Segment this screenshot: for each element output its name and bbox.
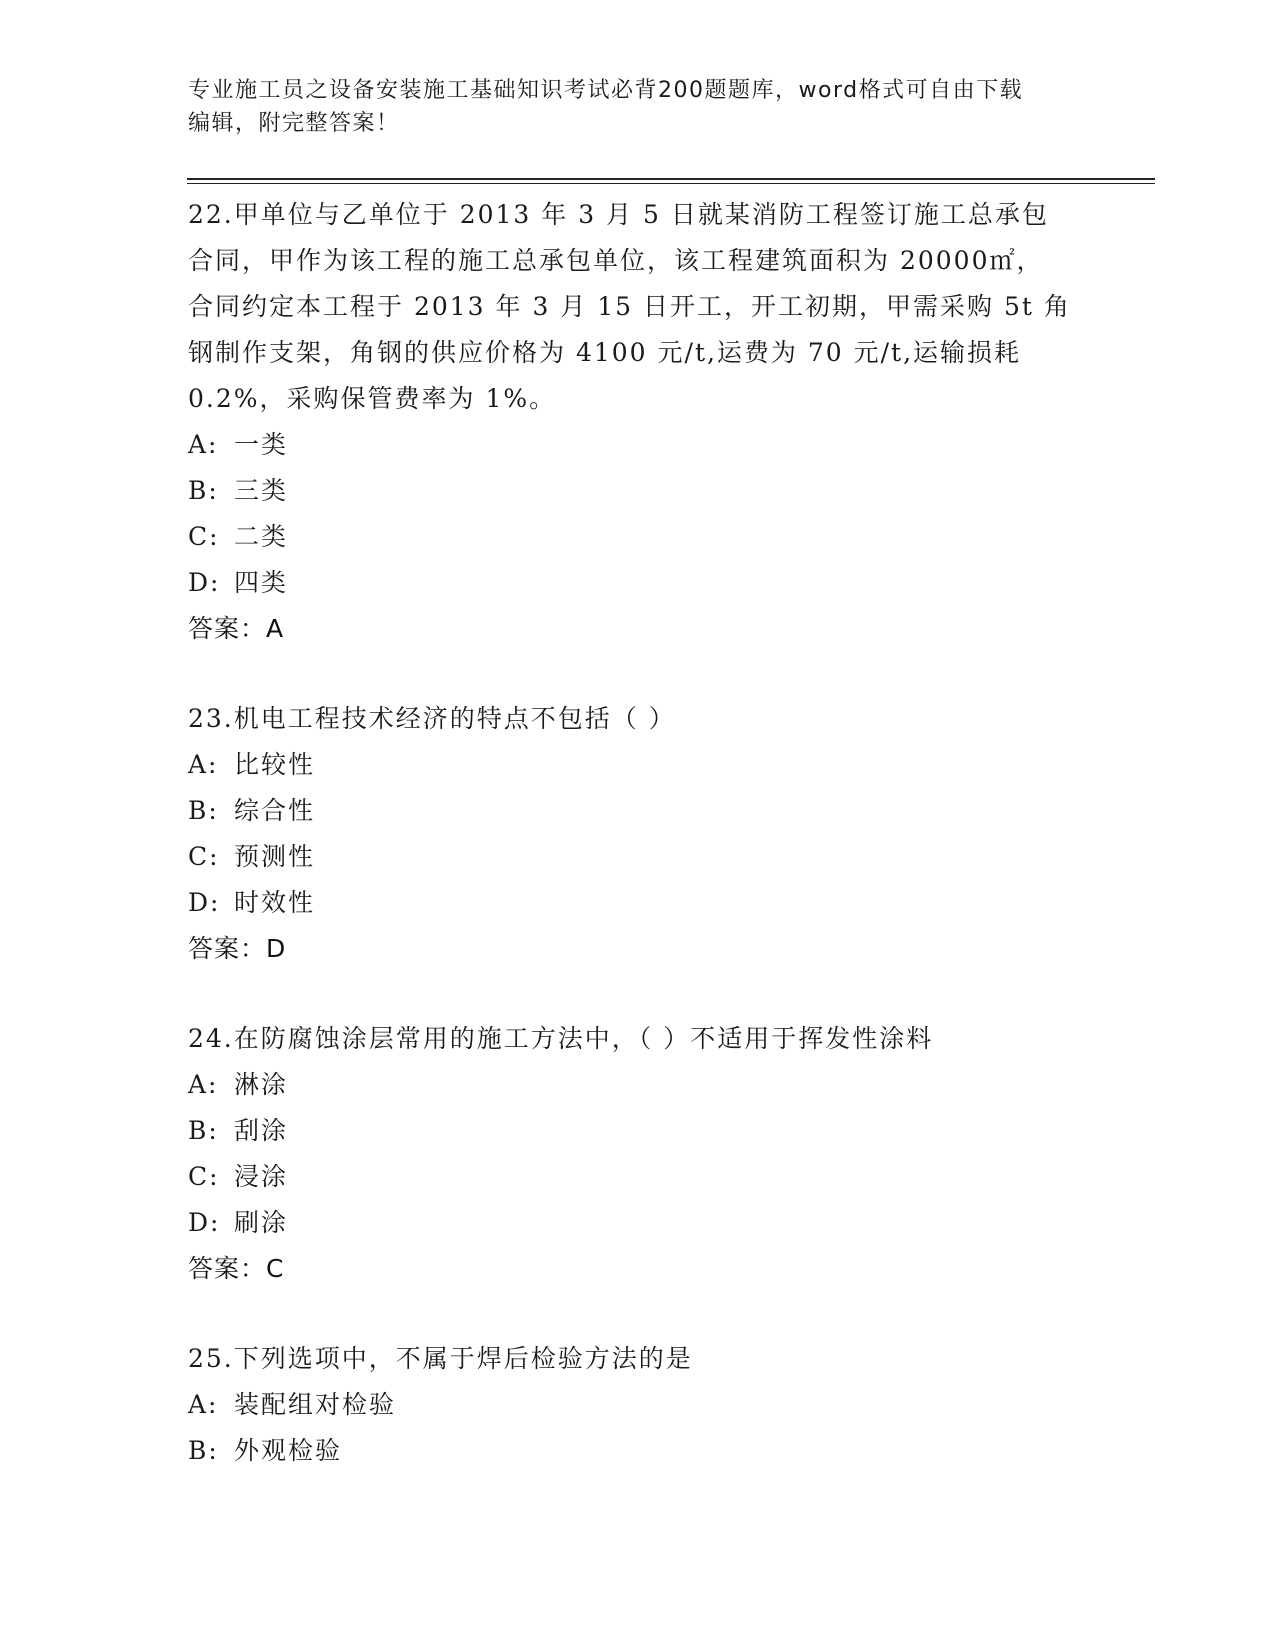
option-letter: C: [188, 522, 220, 551]
question-spacer [188, 1292, 1088, 1336]
option-text: 二类 [234, 522, 289, 551]
option-d [188, 1200, 1088, 1246]
question-23 [188, 696, 1088, 972]
question-stem-line: 25.下列选项中，不属于焊后检验方法的是 [188, 1344, 693, 1373]
option-text: 淋涂 [234, 1070, 289, 1099]
option-text: 四类 [234, 568, 289, 597]
question-list [188, 192, 1088, 1474]
option-text: 比较性 [234, 750, 316, 779]
question-stem-line: 合同，甲作为该工程的施工总承包单位，该工程建筑面积为 20000㎡， [188, 246, 1044, 275]
option-letter: B: [188, 796, 219, 825]
option-letter: D: [188, 888, 221, 917]
option-letter: A: [188, 750, 219, 779]
header-line-2: 编辑，附完整答案！ [188, 111, 400, 136]
option-text: 刮涂 [234, 1116, 289, 1145]
option-text: 预测性 [234, 842, 316, 871]
question-22 [188, 192, 1088, 652]
option-text: 装配组对检验 [234, 1390, 397, 1419]
option-letter: D: [188, 1208, 221, 1237]
question-stem-line: 22.甲单位与乙单位于 2013 年 3 月 5 日就某消防工程签订施工总承包 [188, 200, 1049, 229]
option-d [188, 560, 1088, 606]
option-letter: B: [188, 1436, 219, 1465]
option-a [188, 742, 1088, 788]
option-letter: A: [188, 430, 219, 459]
option-c [188, 834, 1088, 880]
question-stem-line: 钢制作支架，角钢的供应价格为 4100 元/t,运费为 70 元/t,运输损耗 [188, 338, 1022, 367]
option-letter: C: [188, 842, 220, 871]
document-header [188, 74, 1088, 140]
option-letter: B: [188, 1116, 219, 1145]
option-letter: A: [188, 1070, 219, 1099]
header-line-1: 专业施工员之设备安装施工基础知识考试必背200题题库，word格式可自由下载 [188, 78, 1024, 103]
option-c [188, 1154, 1088, 1200]
option-letter: B: [188, 476, 219, 505]
question-stem-line: 24.在防腐蚀涂层常用的施工方法中，（ ）不适用于挥发性涂料 [188, 1024, 934, 1053]
question-spacer [188, 652, 1088, 696]
option-text: 综合性 [234, 796, 316, 825]
option-a [188, 422, 1088, 468]
answer-line: 答案：A [188, 614, 285, 643]
question-25 [188, 1336, 1088, 1474]
option-letter: D: [188, 568, 221, 597]
option-b [188, 1108, 1088, 1154]
option-a [188, 1062, 1088, 1108]
option-d [188, 880, 1088, 926]
header-divider-thick [187, 178, 1155, 180]
option-a [188, 1382, 1088, 1428]
option-text: 一类 [234, 430, 289, 459]
question-spacer [188, 972, 1088, 1016]
option-c [188, 514, 1088, 560]
question-stem-line: 0.2%，采购保管费率为 1%。 [188, 384, 557, 413]
question-stem-line: 合同约定本工程于 2013 年 3 月 15 日开工，开工初期，甲需采购 5t 角 [188, 292, 1071, 321]
option-text: 浸涂 [234, 1162, 289, 1191]
answer-line: 答案：C [188, 1254, 285, 1283]
option-text: 时效性 [234, 888, 316, 917]
option-letter: A: [188, 1390, 219, 1419]
question-24 [188, 1016, 1088, 1292]
question-stem-line: 23.机电工程技术经济的特点不包括（ ） [188, 704, 676, 733]
option-b [188, 1428, 1088, 1474]
option-text: 三类 [234, 476, 289, 505]
option-letter: C: [188, 1162, 220, 1191]
option-b [188, 788, 1088, 834]
option-text: 外观检验 [234, 1436, 343, 1465]
header-divider-thin [187, 183, 1155, 184]
option-b [188, 468, 1088, 514]
option-text: 刷涂 [234, 1208, 289, 1237]
answer-line: 答案：D [188, 934, 287, 963]
